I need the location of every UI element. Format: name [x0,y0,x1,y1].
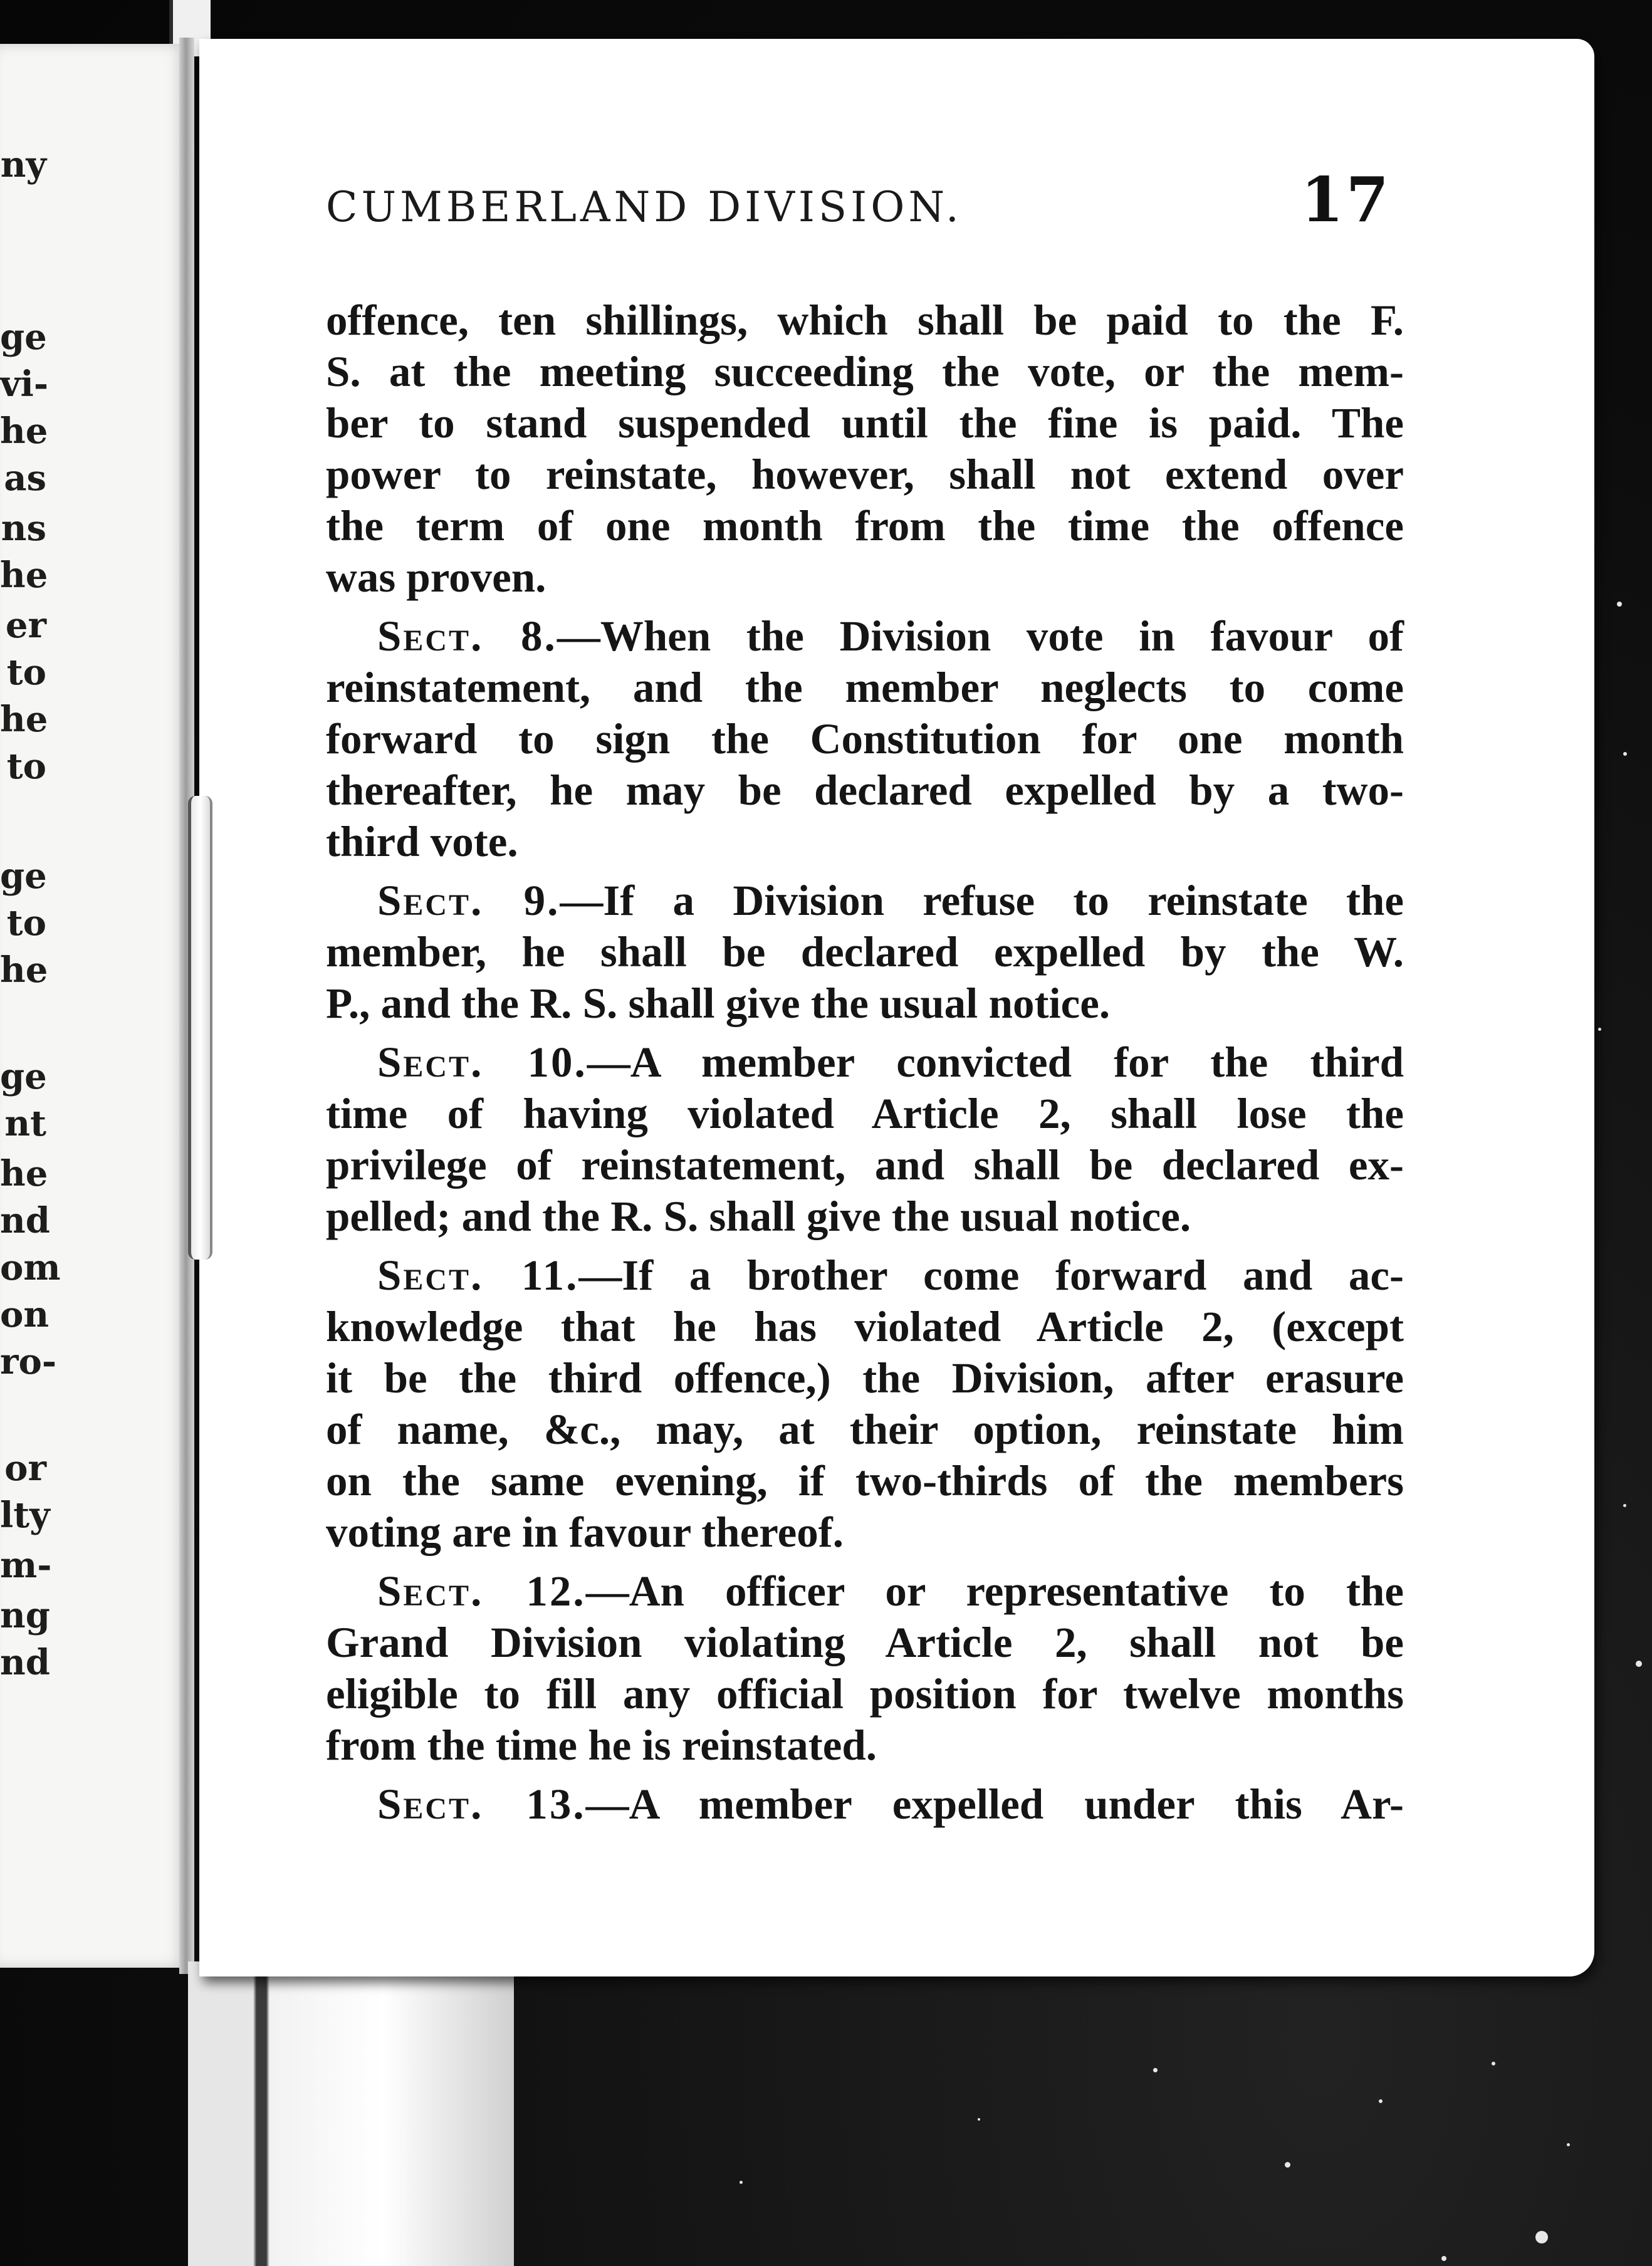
text-line [326,1668,1404,1720]
dust-speck [1379,2099,1383,2103]
dust-speck [1598,1028,1601,1031]
text-line [326,816,1404,867]
text-line [326,926,1404,978]
line-text: on the same evening, if two-thirds of the members [326,1457,1404,1505]
facing-page-fragment: m- [0,1545,52,1586]
section-label: Sect. 10. [377,1038,587,1086]
facing-page-fragment: ro- [0,1341,57,1382]
text-line [326,449,1404,500]
text-line [326,1455,1404,1506]
line-text: offence, ten shillings, which shall be paid to the F. [326,296,1404,344]
line-text: —If a brother come forward and ac- [578,1251,1404,1299]
line-text: third vote. [326,818,518,865]
section-label: Sect. 13. [377,1780,586,1828]
text-line [326,610,1404,662]
facing-page-fragment: to [6,902,46,944]
facing-page-fragment: he [0,949,48,991]
text-line [326,1720,1404,1771]
body-text [326,295,1404,1830]
line-text: was proven. [326,553,546,601]
text-line [326,1617,1404,1668]
text-line [326,1088,1404,1139]
text-line [326,1036,1404,1088]
facing-page-fragment: or [4,1448,46,1489]
dust-speck [1441,2256,1446,2261]
text-line [326,1404,1404,1455]
text-line [326,1301,1404,1352]
facing-page-fragment: ge [0,316,47,358]
text-line [326,978,1404,1029]
line-text: reinstatement, and the member neglects to come [326,664,1404,711]
text-line [326,1565,1404,1617]
line-text: the term of one month from the time the offence [326,502,1404,550]
facing-page-fragment: ny [0,144,46,185]
dust-speck [1285,2162,1290,2168]
facing-page-fragment: om [0,1247,61,1288]
dust-speck [1617,602,1622,607]
line-text: ber to stand suspended until the fine is paid. The [326,399,1404,447]
dust-speck [1623,1504,1626,1507]
text-line [326,551,1404,603]
text-line [326,1250,1404,1301]
facing-page-fragment: nt [4,1103,46,1144]
section-label: Sect. 9. [377,877,560,924]
left-facing-page [0,44,188,1968]
dust-speck [1153,2068,1158,2072]
dust-speck [978,2118,980,2121]
running-head [326,164,1391,246]
text-line [326,500,1404,551]
dust-speck [1636,1661,1642,1667]
dust-speck [1567,2143,1570,2146]
line-text: thereafter, he may be declared expelled by a two- [326,766,1404,814]
section-label: Sect. 12. [377,1567,586,1615]
line-text: knowledge that he has violated Article 2, (except [326,1303,1404,1350]
text-line [326,875,1404,926]
line-text: —If a Division refuse to reinstate the [560,877,1404,924]
dust-speck [1492,2062,1495,2065]
page-number: 17 [1300,164,1391,236]
line-text: S. at the meeting succeeding the vote, or the mem- [326,348,1404,395]
text-line [326,1139,1404,1191]
line-text: P., and the R. S. shall give the usual notice. [326,979,1111,1027]
line-text: —A member convicted for the third [587,1038,1404,1086]
text-line [326,397,1404,449]
line-text: Grand Division violating Article 2, shall not be [326,1619,1404,1666]
line-text: pelled; and the R. S. shall give the usual notice. [326,1193,1191,1240]
line-text: time of having violated Article 2, shall lose the [326,1090,1404,1137]
facing-page-fragment: vi- [0,363,49,405]
section-label: Sect. 8. [377,612,557,660]
text-line [326,662,1404,713]
line-text: —When the Division vote in favour of [557,612,1404,660]
facing-page-fragment: on [0,1294,50,1335]
line-text: forward to sign the Constitution for one month [326,715,1404,763]
facing-page-fragment: ge [0,1056,47,1097]
running-title: CUMBERLAND DIVISION. [326,183,963,231]
paragraph-gap [326,603,1404,610]
facing-page-fragment: he [0,1153,48,1194]
dust-speck [740,2181,743,2184]
line-text: —An officer or representative to the [585,1567,1404,1615]
facing-page-fragment: as [4,457,46,499]
facing-page-fragment: ns [1,508,46,549]
dust-speck [1623,752,1627,756]
section-label: Sect. 11. [377,1251,579,1299]
facing-page-fragment: lty [0,1495,50,1536]
line-text: eligible to fill any official position for twelve months [326,1670,1404,1718]
facing-page-fragment: nd [0,1642,50,1683]
facing-page-fragment: er [5,605,46,646]
text-line [326,713,1404,765]
binding-tape-bottom [188,1961,514,2266]
line-text: —A member expelled under this Ar- [585,1780,1404,1828]
line-text: privilege of reinstatement, and shall be declared ex- [326,1141,1404,1189]
facing-page-fragment: he [0,410,48,452]
line-text: member, he shall be declared expelled by the W. [326,928,1404,976]
facing-page-fragment: he [0,555,48,596]
facing-page-fragment: ng [0,1595,50,1636]
paragraph-gap [326,867,1404,875]
line-text: power to reinstate, however, shall not extend over [326,451,1404,498]
line-text: of name, &c., may, at their option, reinstate him [326,1406,1404,1453]
facing-page-fragment: to [6,652,46,693]
line-text: it be the third offence,) the Division, after erasure [326,1354,1404,1402]
binding-thread [188,796,212,1260]
facing-page-fragment: ge [0,855,47,897]
line-text: voting are in favour thereof. [326,1508,844,1556]
paragraph-gap [326,1029,1404,1036]
paragraph-gap [326,1771,1404,1778]
paragraph-gap [326,1558,1404,1565]
text-line [326,1778,1404,1830]
line-text: from the time he is reinstated. [326,1721,877,1769]
dust-speck [1535,2231,1548,2243]
facing-page-fragment: to [6,746,46,787]
text-line [326,295,1404,346]
text-line [326,346,1404,397]
text-line [326,1506,1404,1558]
facing-page-fragment: nd [0,1200,50,1241]
text-line [326,1352,1404,1404]
facing-page-fragment: he [0,699,48,740]
paragraph-gap [326,1242,1404,1250]
text-line [326,765,1404,816]
text-line [326,1191,1404,1242]
